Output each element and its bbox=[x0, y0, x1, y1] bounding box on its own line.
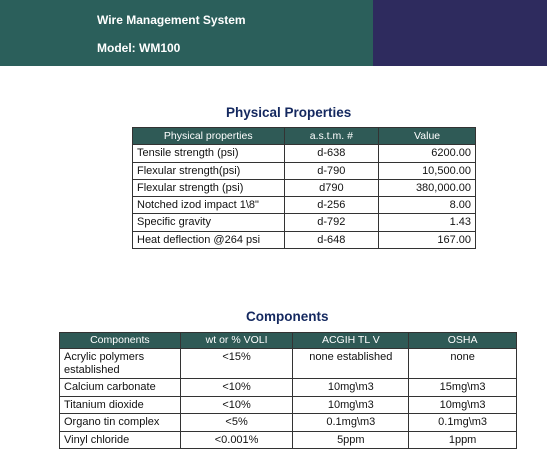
acgih-tlv: 10mg\m3 bbox=[293, 379, 409, 397]
component-name: Vinyl chloride bbox=[60, 431, 181, 449]
table-row bbox=[133, 162, 476, 179]
property-value: 167.00 bbox=[379, 231, 476, 248]
property-value: 6200.00 bbox=[379, 145, 476, 162]
table-row bbox=[133, 231, 476, 248]
table-row bbox=[60, 349, 517, 379]
column-header: OSHA bbox=[409, 333, 517, 349]
astm-code: d-790 bbox=[284, 162, 379, 179]
astm-code: d-792 bbox=[284, 214, 379, 231]
astm-code: d790 bbox=[284, 179, 379, 196]
table-header-row bbox=[133, 128, 476, 145]
acgih-tlv: 10mg\m3 bbox=[293, 396, 409, 414]
osha-limit: 15mg\m3 bbox=[409, 379, 517, 397]
property-value: 8.00 bbox=[379, 197, 476, 214]
weight-percent: <10% bbox=[180, 396, 293, 414]
document-header bbox=[0, 0, 547, 66]
property-name: Flexular strength (psi) bbox=[133, 179, 285, 196]
column-header: Value bbox=[379, 128, 476, 145]
table-row bbox=[133, 197, 476, 214]
property-name: Tensile strength (psi) bbox=[133, 145, 285, 162]
property-value: 380,000.00 bbox=[379, 179, 476, 196]
table-row bbox=[60, 379, 517, 397]
model-number: Model: WM100 bbox=[97, 41, 181, 55]
property-name: Specific gravity bbox=[133, 214, 285, 231]
table-row bbox=[133, 179, 476, 196]
osha-limit: 0.1mg\m3 bbox=[409, 414, 517, 432]
component-name: Acrylic polymers established bbox=[60, 349, 181, 379]
acgih-tlv: 0.1mg\m3 bbox=[293, 414, 409, 432]
table-row bbox=[133, 145, 476, 162]
weight-percent: <0.001% bbox=[180, 431, 293, 449]
property-value: 1.43 bbox=[379, 214, 476, 231]
table-row bbox=[133, 214, 476, 231]
table-header-row bbox=[60, 333, 517, 349]
component-name: Titanium dioxide bbox=[60, 396, 181, 414]
property-name: Notched izod impact 1\8" bbox=[133, 197, 285, 214]
osha-limit: 1ppm bbox=[409, 431, 517, 449]
system-name: Wire Management System bbox=[97, 13, 246, 27]
components-title: Components bbox=[246, 309, 329, 324]
astm-code: d-648 bbox=[284, 231, 379, 248]
acgih-tlv: 5ppm bbox=[293, 431, 409, 449]
property-name: Flexular strength(psi) bbox=[133, 162, 285, 179]
table-row bbox=[60, 431, 517, 449]
component-name: Organo tin complex bbox=[60, 414, 181, 432]
physical-properties-title: Physical Properties bbox=[226, 105, 352, 120]
column-header: Components bbox=[60, 333, 181, 349]
astm-code: d-638 bbox=[284, 145, 379, 162]
weight-percent: <10% bbox=[180, 379, 293, 397]
property-value: 10,500.00 bbox=[379, 162, 476, 179]
osha-limit: none bbox=[409, 349, 517, 379]
table-row bbox=[60, 396, 517, 414]
components-table bbox=[59, 332, 517, 449]
column-header: wt or % VOLI bbox=[180, 333, 293, 349]
physical-properties-table bbox=[132, 127, 476, 249]
header-band-navy bbox=[373, 0, 547, 66]
weight-percent: <5% bbox=[180, 414, 293, 432]
astm-code: d-256 bbox=[284, 197, 379, 214]
column-header: ACGIH TL V bbox=[293, 333, 409, 349]
header-band-green bbox=[0, 0, 373, 66]
acgih-tlv: none established bbox=[293, 349, 409, 379]
osha-limit: 10mg\m3 bbox=[409, 396, 517, 414]
column-header: Physical properties bbox=[133, 128, 285, 145]
weight-percent: <15% bbox=[180, 349, 293, 379]
table-row bbox=[60, 414, 517, 432]
component-name: Calcium carbonate bbox=[60, 379, 181, 397]
column-header: a.s.t.m. # bbox=[284, 128, 379, 145]
property-name: Heat deflection @264 psi bbox=[133, 231, 285, 248]
